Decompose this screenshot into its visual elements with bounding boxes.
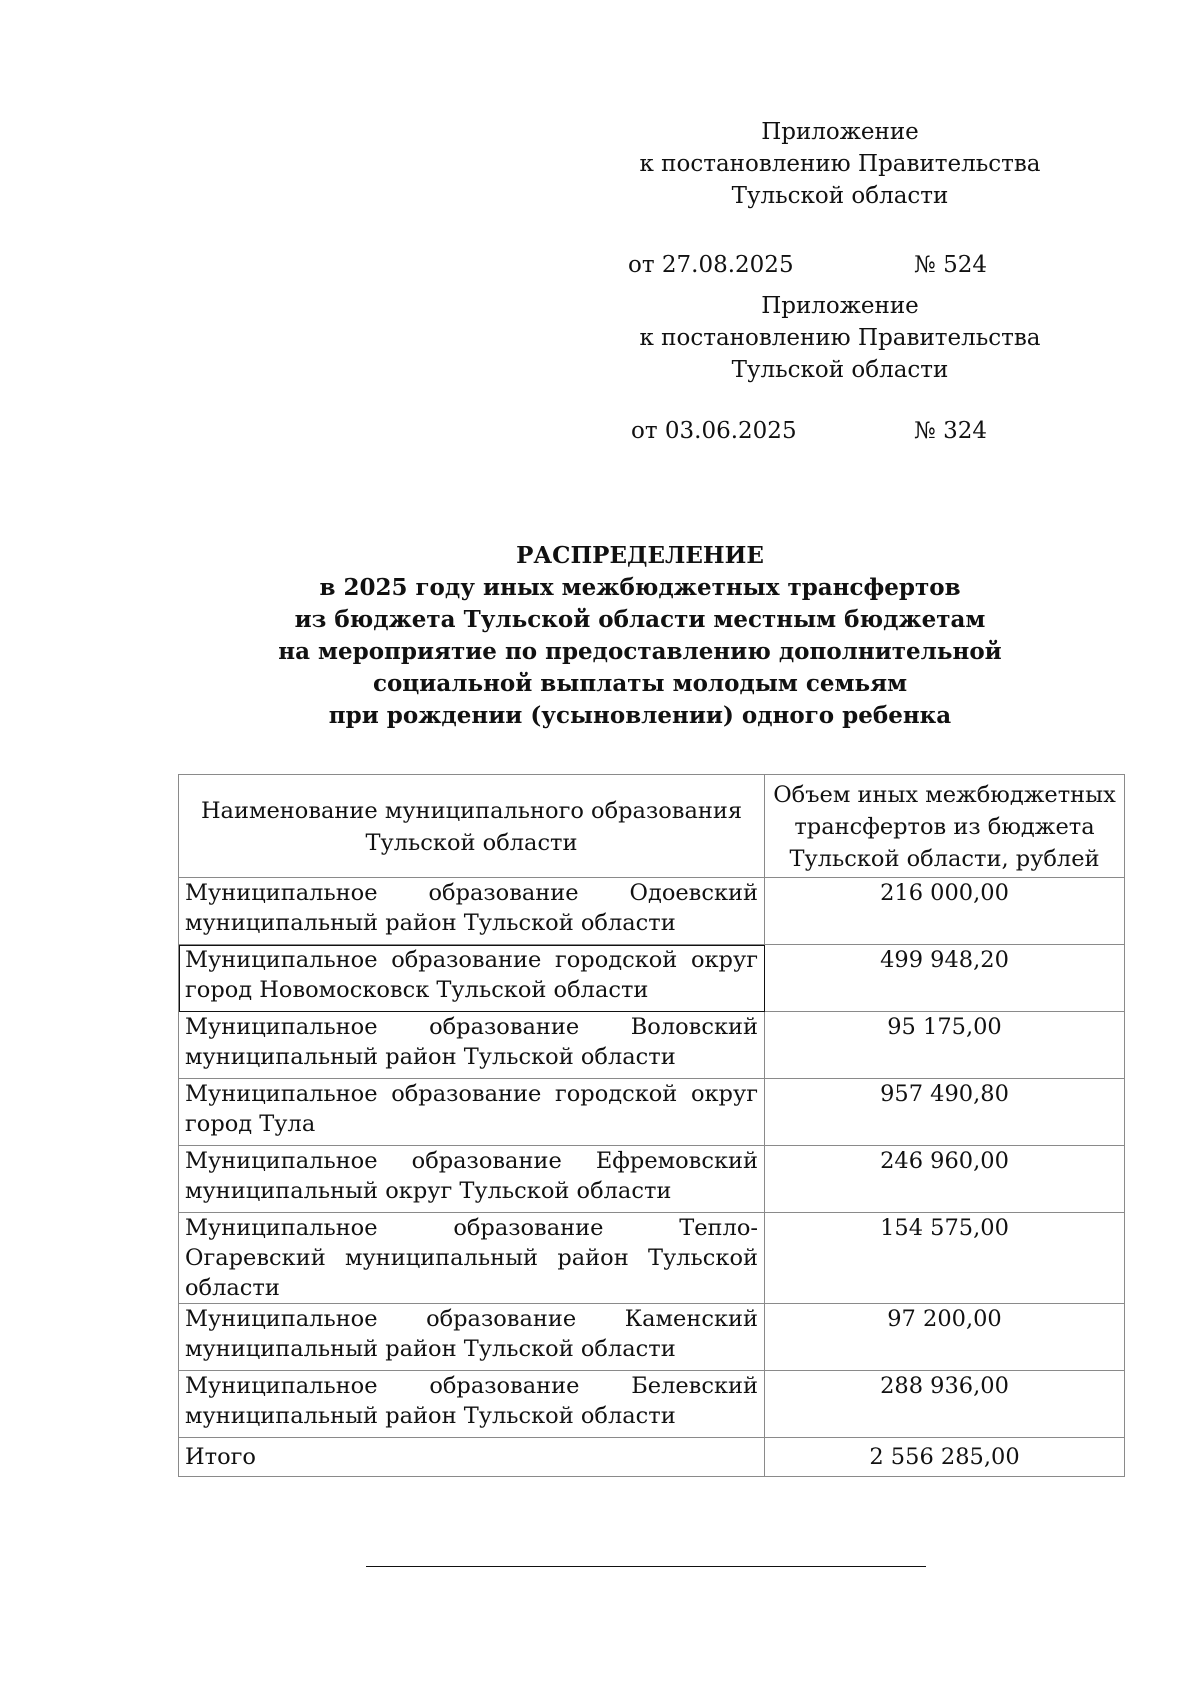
footer-rule [366, 1566, 926, 1567]
total-amount: 2 556 285,00 [765, 1438, 1125, 1477]
row-amount: 216 000,00 [765, 878, 1125, 945]
row-amount: 499 948,20 [765, 945, 1125, 1012]
annex-current [600, 116, 1080, 212]
row-name: Муниципальное образование городской округ город Новомосковск Тульской области [179, 945, 765, 1012]
table-header-row [179, 775, 1125, 878]
row-amount: 957 490,80 [765, 1079, 1125, 1146]
table-row [179, 1079, 1125, 1146]
row-name: Муниципальное образование Одоевский муниципальный район Тульской области [179, 878, 765, 945]
row-amount: 288 936,00 [765, 1371, 1125, 1438]
annex-current-number: № 524 [914, 252, 987, 278]
row-name: Муниципальное образование Тепло-Огаревский муниципальный район Тульской области [179, 1213, 765, 1304]
annex-previous-line-1: Приложение [761, 293, 919, 319]
table-row [179, 1012, 1125, 1079]
table-total-row [179, 1438, 1125, 1477]
table-row [179, 945, 1125, 1012]
annex-current-line-1: Приложение [761, 119, 919, 145]
row-amount: 97 200,00 [765, 1304, 1125, 1371]
header-amount: Объем иных межбюджетных трансфертов из бюджета Тульской области, рублей [765, 775, 1125, 878]
total-label: Итого [179, 1438, 765, 1477]
annex-previous [600, 290, 1080, 386]
annex-current-line-2: к постановлению Правительства [639, 151, 1041, 177]
annex-previous-number: № 324 [914, 418, 987, 444]
title-line-2: из бюджета Тульской области местным бюджетам [294, 606, 986, 633]
annex-current-date: от 27.08.2025 [628, 252, 794, 278]
title-heading: РАСПРЕДЕЛЕНИЕ [516, 542, 764, 569]
header-name: Наименование муниципального образования Тульской области [179, 775, 765, 878]
table-row [179, 1146, 1125, 1213]
annex-previous-line-3: Тульской области [731, 357, 949, 383]
table-row [179, 1304, 1125, 1371]
row-amount: 246 960,00 [765, 1146, 1125, 1213]
title-line-4: социальной выплаты молодым семьям [372, 670, 908, 697]
table-row [179, 878, 1125, 945]
annex-previous-date: от 03.06.2025 [631, 418, 797, 444]
row-name: Муниципальное образование городской округ город Тула [179, 1079, 765, 1146]
table-row [179, 1371, 1125, 1438]
title-line-3: на мероприятие по предоставлению дополнительной [278, 638, 1002, 665]
row-amount: 154 575,00 [765, 1213, 1125, 1304]
title-line-5: при рождении (усыновлении) одного ребенка [328, 702, 952, 729]
title-line-1: в 2025 году иных межбюджетных трансфертов [319, 574, 961, 601]
annex-previous-line-2: к постановлению Правительства [639, 325, 1041, 351]
row-name: Муниципальное образование Каменский муниципальный район Тульской области [179, 1304, 765, 1371]
row-amount: 95 175,00 [765, 1012, 1125, 1079]
row-name: Муниципальное образование Воловский муниципальный район Тульской области [179, 1012, 765, 1079]
document-title [160, 540, 1120, 732]
row-name: Муниципальное образование Белевский муниципальный район Тульской области [179, 1371, 765, 1438]
annex-current-line-3: Тульской области [731, 183, 949, 209]
distribution-table [178, 774, 1125, 1477]
row-name: Муниципальное образование Ефремовский муниципальный округ Тульской области [179, 1146, 765, 1213]
table-row [179, 1213, 1125, 1304]
